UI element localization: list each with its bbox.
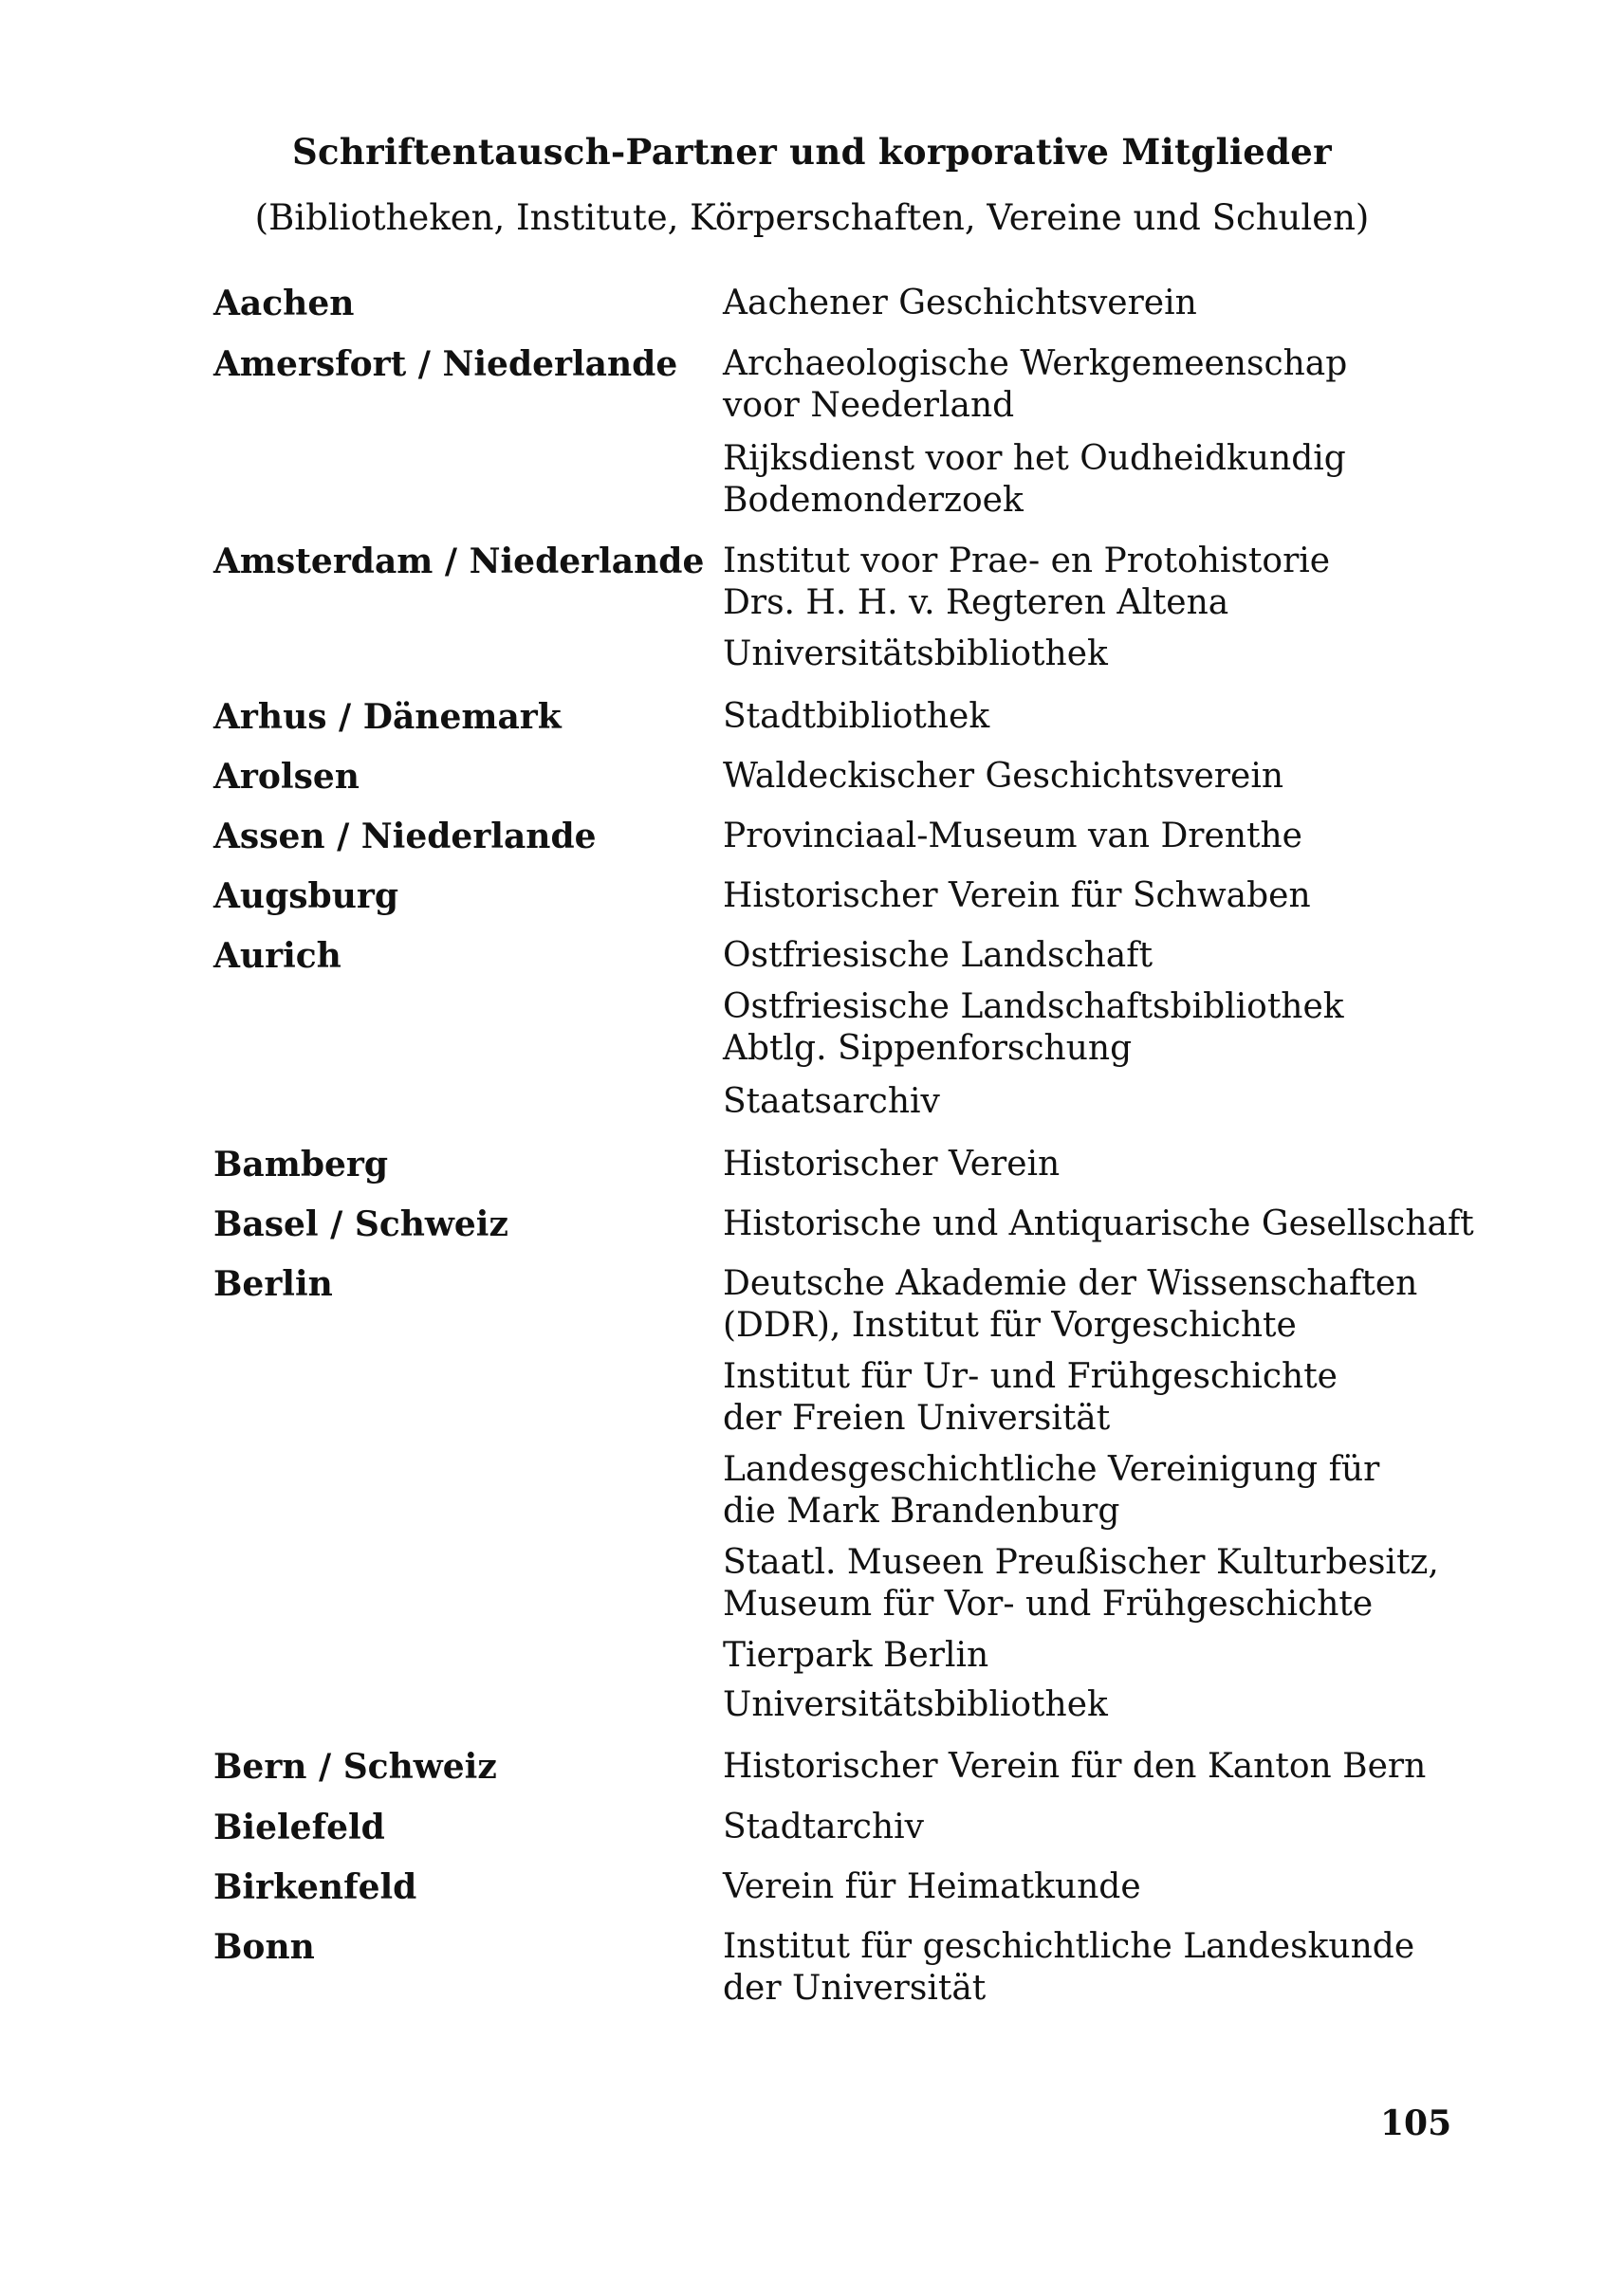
- place-augsburg: Augsburg: [213, 876, 399, 916]
- place-bamberg: Bamberg: [213, 1145, 389, 1185]
- institution-entry: Institut für Ur- und Frühgeschichte der Freien Universität: [723, 1357, 1338, 1438]
- place-bern: Bern / Schweiz: [213, 1747, 497, 1787]
- institution-entry: Institut für geschichtliche Landeskunde der Universität: [723, 1927, 1415, 2008]
- institution-entry: Ostfriesische Landschaftsbibliothek Abtlg. Sippenforschung: [723, 987, 1344, 1068]
- page-number: 105: [1380, 2103, 1452, 2143]
- institution-entry: Historischer Verein für den Kanton Bern: [723, 1747, 1427, 1786]
- place-birkenfeld: Birkenfeld: [213, 1867, 417, 1907]
- institution-entry: Universitätsbibliothek: [723, 1685, 1108, 1724]
- institution-entry: Aachener Geschichtsverein: [723, 284, 1197, 322]
- institution-entry: Universitätsbibliothek: [723, 634, 1108, 673]
- place-bonn: Bonn: [213, 1927, 315, 1967]
- institution-entry: Rijksdienst voor het Oudheidkundig Bodemonderzoek: [723, 439, 1346, 520]
- place-aurich: Aurich: [213, 936, 341, 976]
- institution-entry: Ostfriesische Landschaft: [723, 936, 1153, 975]
- institution-entry: Historischer Verein für Schwaben: [723, 876, 1311, 915]
- place-berlin: Berlin: [213, 1264, 333, 1304]
- institution-entry: Institut voor Prae- en Protohistorie Drs. H. H. v. Regteren Altena: [723, 542, 1331, 622]
- place-amersfort: Amersfort / Niederlande: [213, 344, 678, 384]
- institution-entry: Tierpark Berlin: [723, 1636, 989, 1675]
- institution-entry: Stadtbibliothek: [723, 697, 990, 736]
- place-aachen: Aachen: [213, 284, 355, 323]
- institution-entry: Historische und Antiquarische Gesellschaft: [723, 1204, 1474, 1243]
- place-arolsen: Arolsen: [213, 757, 360, 797]
- institution-entry: Stadtarchiv: [723, 1808, 924, 1846]
- page-subtitle: (Bibliotheken, Institute, Körperschaften, Vereine und Schulen): [254, 197, 1370, 238]
- place-bielefeld: Bielefeld: [213, 1808, 385, 1847]
- institution-entry: Waldeckischer Geschichtsverein: [723, 757, 1284, 796]
- place-amsterdam: Amsterdam / Niederlande: [213, 542, 705, 581]
- institution-entry: Archaeologische Werkgemeenschap voor Neederland: [723, 344, 1348, 425]
- institution-entry: Staatl. Museen Preußischer Kulturbesitz, Museum für Vor- und Frühgeschichte: [723, 1543, 1439, 1624]
- page-title: Schriftentausch-Partner und korporative Mitglieder: [292, 131, 1332, 173]
- institution-entry: Staatsarchiv: [723, 1082, 940, 1121]
- place-assen: Assen / Niederlande: [213, 817, 597, 856]
- place-basel: Basel / Schweiz: [213, 1204, 508, 1244]
- place-arhus: Arhus / Dänemark: [213, 697, 562, 737]
- institution-entry: Provinciaal-Museum van Drenthe: [723, 817, 1302, 855]
- institution-entry: Deutsche Akademie der Wissenschaften (DDR), Institut für Vorgeschichte: [723, 1264, 1418, 1345]
- institution-entry: Landesgeschichtliche Vereinigung für die Mark Brandenburg: [723, 1450, 1380, 1531]
- institution-entry: Historischer Verein: [723, 1145, 1061, 1184]
- institution-entry: Verein für Heimatkunde: [723, 1867, 1141, 1906]
